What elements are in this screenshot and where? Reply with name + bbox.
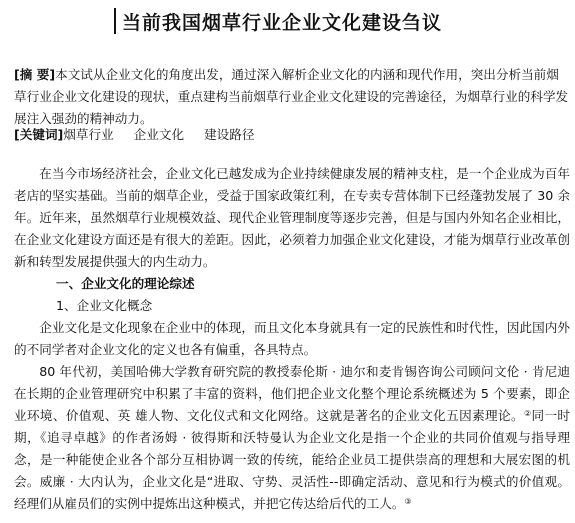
keywords xyxy=(14,124,570,146)
paragraph-theory-cont: 同一时期，《追寻卓越》的作者汤姆 · 彼得斯和沃特曼认为企业文化是指一个企业的共同价值观与指导理念，是一种能使企业各个部分互相协调一致的传统，能给企业员工提供崇高的理想和大展宏图的机会。威廉 · 大内认为，企业文化是“进取、守势、灵活性--即确定活动、意见和行为模式的价值观。经理们从雇员们的实例中提炼出这种模式，并把它传达给后代的工人。 xyxy=(14,408,571,511)
title-block xyxy=(114,6,442,36)
paragraph-definition: 企业文化是文化现象在企业中的体现，而且文化本身就具有一定的民族性和时代性，因此国内外的不同学者对企业文化的定义也各有偏重，各具特点。 xyxy=(14,320,570,357)
keywords-label: [关键词] xyxy=(14,127,64,142)
abstract-text: 本文试从企业文化的角度出发，通过深入解析企业文化的内涵和现代作用，突出分析当前烟草行业企业文化建设的现状，重点建构当前烟草行业企业文化建设的完善途径，为烟草行业的科学发展注入强劲的精神动力。 xyxy=(14,67,569,126)
abstract-label: [摘 要] xyxy=(14,67,56,82)
keyword-item: 烟草行业 xyxy=(63,127,114,142)
intro-paragraph: 在当今市场经济社会，企业文化已越发成为企业持续健康发展的精神支柱，是一个企业成为百年老店的坚实基础。当前的烟草企业，受益于国家政策红利，在专卖专营体制下已经蓬勃发展了 30 余年。近年来，虽然烟草行业规模效益、现代企业管理制度等逐步完善，但是与国内外知名企业相比，在企业文化建设方面还是有很大的差距。因此，必须着力加强企业文化建设，才能为烟草行业改革创新和转型发展提供强大的内生动力。 xyxy=(14,166,570,269)
keyword-item: 企业文化 xyxy=(133,127,185,142)
page-title: 当前我国烟草行业企业文化建设刍议 xyxy=(122,11,443,34)
abstract xyxy=(14,64,570,130)
footnote-marker: ② xyxy=(523,409,532,418)
subsection-heading: 1、企业文化概念 xyxy=(56,298,153,313)
paragraph-theory xyxy=(14,361,570,515)
body-text xyxy=(14,163,570,515)
title-bar-marker xyxy=(114,8,116,34)
paragraph-theory-text: 80 年代初，美国哈佛大学教育研究院的教授泰伦斯 · 迪尔和麦肯锡咨询公司顾问文伦 · 肯尼迪在长期的企业管理研究中积累了丰富的资料，他们把企业文化整个理论系统概述为 5 个要素，即企业环境、价值观、英 雄人物、文化仪式和文化网络。这就是著名的企业文化五因素理论。 xyxy=(14,364,570,423)
footnote-marker: ③ xyxy=(404,497,412,506)
keyword-item: 建设路径 xyxy=(204,127,255,142)
section-heading: 一、企业文化的理论综述 xyxy=(56,276,195,291)
